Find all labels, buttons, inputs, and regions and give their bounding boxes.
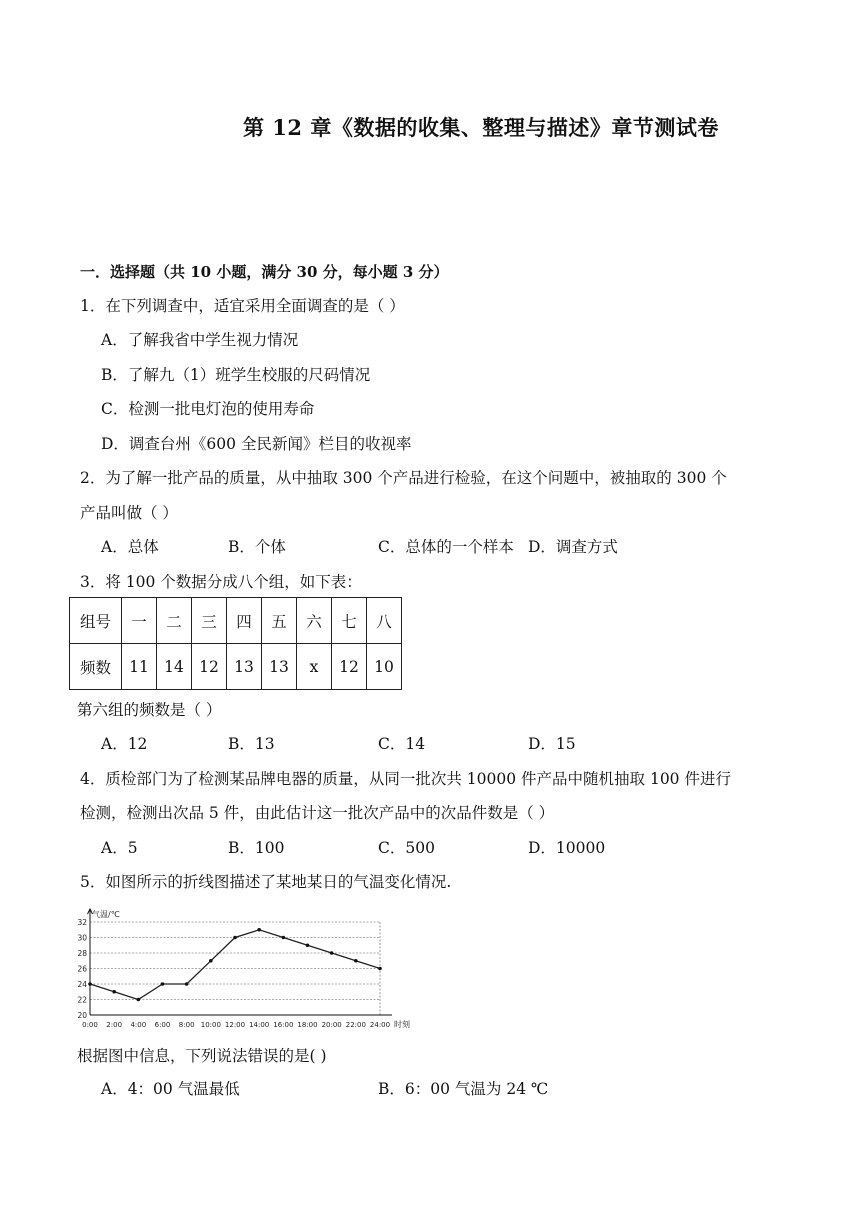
page-title: 第 12 章《数据的收集、整理与描述》章节测试卷	[243, 115, 719, 140]
y-tick-label: 20	[77, 1011, 87, 1020]
table-cell: 频数	[70, 644, 122, 690]
table-cell: 13	[227, 644, 262, 690]
x-axis-label: 时刻	[394, 1020, 410, 1029]
question-4-stem-line2: 检测，检测出次品 5 件，由此估计这一批次产品中的次品件数是（ ）	[80, 804, 555, 822]
question-4-option-c: C．500	[378, 839, 435, 857]
question-2-option-d: D．调查方式	[528, 538, 618, 556]
question-3-follow: 第六组的频数是（ ）	[77, 701, 222, 719]
question-2-stem-line2: 产品叫做（ ）	[80, 504, 178, 522]
y-tick-label: 32	[77, 918, 87, 927]
question-3-option-c: C．14	[378, 735, 426, 753]
question-3-option-b: B．13	[228, 735, 275, 753]
table-cell: 四	[227, 598, 262, 644]
table-cell: 五	[262, 598, 297, 644]
data-point	[185, 982, 189, 986]
x-tick-label: 18:00	[297, 1021, 318, 1029]
question-5-follow: 根据图中信息，下列说法错误的是( )	[77, 1047, 327, 1065]
data-point	[112, 990, 116, 994]
x-tick-label: 24:00	[369, 1021, 391, 1029]
x-tick-label: 12:00	[224, 1021, 246, 1029]
question-5-option-b: B．6：00 气温为 24 ℃	[378, 1080, 549, 1098]
question-4-option-b: B．100	[228, 839, 285, 857]
frequency-table	[69, 597, 402, 690]
table-cell: 11	[122, 644, 157, 690]
y-tick-label: 30	[77, 933, 87, 943]
x-tick-label: 10:00	[200, 1021, 221, 1029]
x-tick-label: 6:00	[154, 1021, 171, 1029]
temperature-series-line	[90, 930, 380, 1000]
question-2-stem-line1: 2．为了解一批产品的质量，从中抽取 300 个产品进行检验，在这个问题中，被抽取的 300 个	[80, 469, 727, 487]
question-1-stem: 1．在下列调查中，适宜采用全面调查的是（ ）	[80, 297, 405, 315]
table-cell: 12	[332, 644, 367, 690]
table-row	[70, 644, 402, 690]
data-point	[233, 936, 237, 940]
temperature-line-chart	[72, 908, 412, 1034]
data-point	[282, 936, 286, 940]
question-3-option-a: A．12	[101, 735, 148, 753]
question-5-option-a: A．4：00 气温最低	[101, 1080, 240, 1098]
data-point	[161, 982, 165, 986]
data-point	[257, 928, 261, 932]
table-cell: 12	[192, 644, 227, 690]
data-point	[330, 951, 334, 955]
table-cell: x	[297, 644, 332, 690]
table-cell: 10	[367, 644, 402, 690]
table-cell: 二	[157, 598, 192, 644]
question-1-option-b: B．了解九（1）班学生校服的尺码情况	[101, 366, 371, 384]
y-tick-label: 24	[77, 980, 87, 989]
x-tick-label: 8:00	[178, 1021, 195, 1029]
table-cell: 组号	[70, 598, 122, 644]
question-2-option-c: C．总体的一个样本	[378, 538, 514, 556]
y-tick-label: 26	[77, 964, 87, 974]
table-cell: 14	[157, 644, 192, 690]
data-point	[306, 943, 310, 947]
question-1-option-a: A．了解我省中学生视力情况	[101, 331, 299, 349]
question-1-option-c: C．检测一批电灯泡的使用寿命	[101, 400, 315, 418]
x-tick-label: 4:00	[130, 1021, 147, 1029]
x-tick-label: 14:00	[249, 1021, 270, 1029]
data-point	[378, 967, 382, 971]
x-tick-label: 0:00	[82, 1021, 98, 1029]
x-tick-label: 20:00	[321, 1021, 342, 1029]
y-tick-label: 28	[77, 949, 87, 958]
question-2-option-a: A．总体	[101, 538, 159, 556]
question-3-stem: 3．将 100 个数据分成八个组，如下表：	[80, 573, 362, 591]
x-tick-label: 16:00	[273, 1021, 294, 1029]
table-row	[70, 598, 402, 644]
question-5-stem: 5．如图所示的折线图描述了某地某日的气温变化情况.	[80, 873, 452, 891]
x-tick-label: 2:00	[106, 1021, 123, 1029]
y-tick-label: 22	[77, 995, 87, 1005]
question-2-option-b: B．个体	[228, 538, 286, 556]
question-3-option-d: D．15	[528, 735, 576, 753]
table-cell: 一	[122, 598, 157, 644]
table-cell: 六	[297, 598, 332, 644]
table-cell: 13	[262, 644, 297, 690]
question-1-option-d: D．调查台州《600 全民新闻》栏目的收视率	[101, 435, 412, 453]
question-4-stem-line1: 4．质检部门为了检测某品牌电器的质量，从同一批次共 10000 件产品中随机抽取 100 件进行	[80, 770, 731, 788]
table-cell: 八	[367, 598, 402, 644]
x-tick-label: 22:00	[345, 1021, 366, 1029]
question-4-option-d: D．10000	[528, 839, 606, 857]
table-cell: 七	[332, 598, 367, 644]
data-point	[88, 982, 92, 986]
table-cell: 三	[192, 598, 227, 644]
data-point	[209, 959, 213, 963]
section-heading: 一．选择题（共 10 小题，满分 30 分，每小题 3 分）	[80, 263, 449, 281]
y-axis-label: 气温/℃	[92, 910, 120, 919]
data-point	[354, 959, 358, 963]
question-4-option-a: A．5	[101, 839, 138, 857]
data-point	[137, 998, 141, 1002]
